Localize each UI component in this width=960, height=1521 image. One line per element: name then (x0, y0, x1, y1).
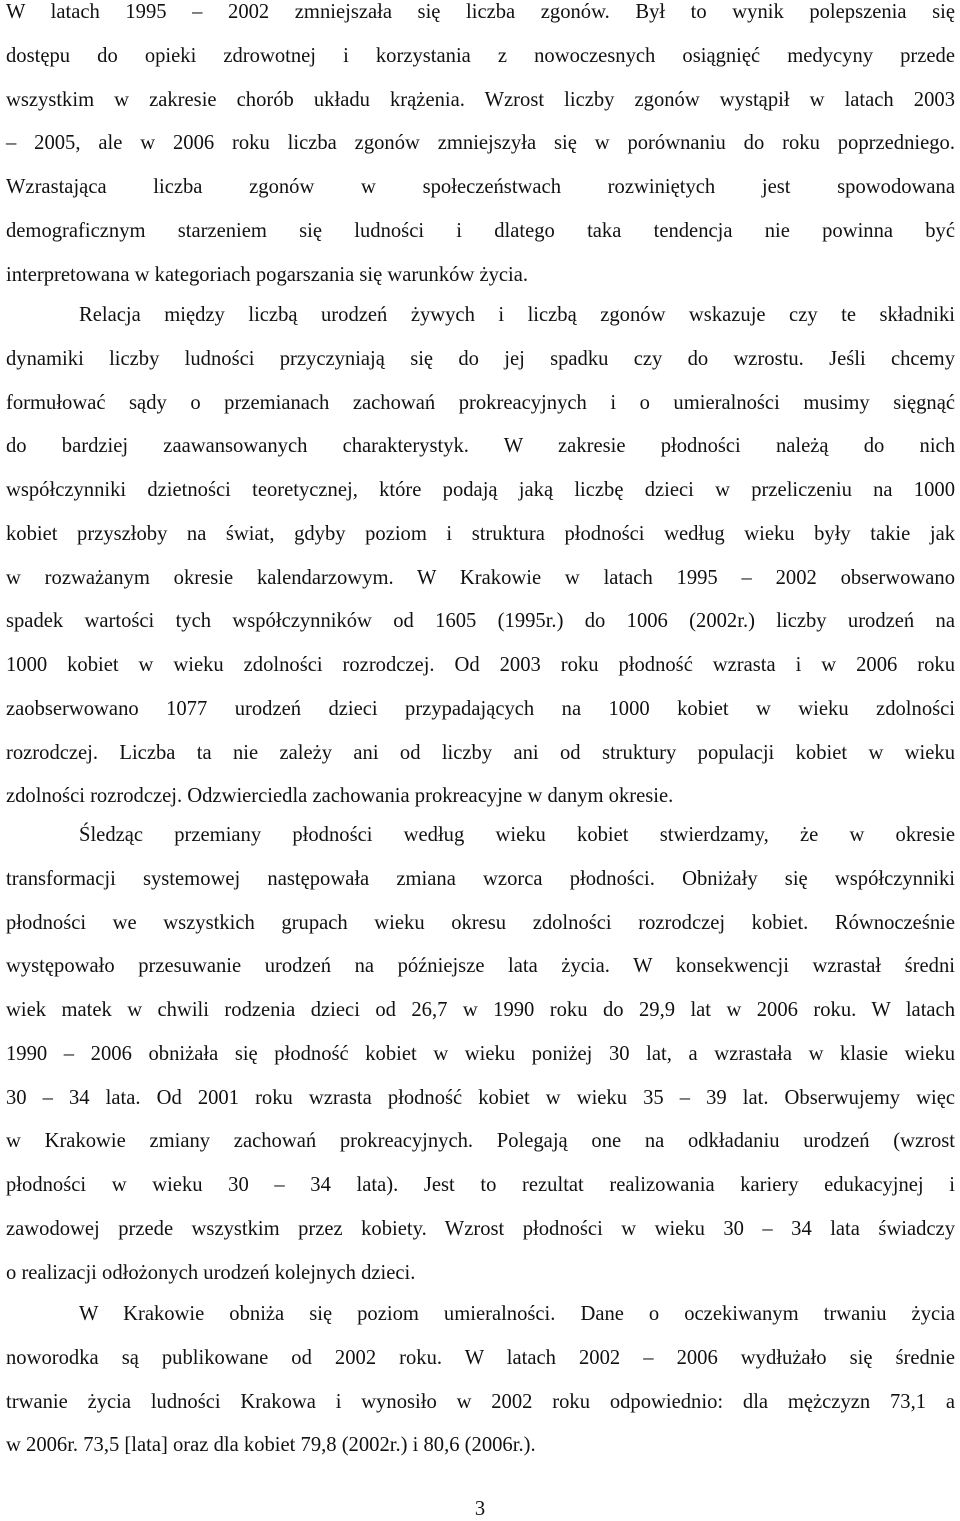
text-line: zdolności rozrodczej. Odzwierciedla zachowania prokreacyjne w danym okresie. (6, 785, 674, 808)
paragraph-births-and-fertility (6, 294, 955, 819)
text-line: demograficznym starzeniem się ludności i dlatego taka tendencja nie powinna być (6, 219, 955, 242)
text-line: zawodowej przede wszystkim przez kobiety. Wzrost płodności w wieku 30 – 34 lata świadczy (6, 1217, 955, 1240)
text-line: występowało przesuwanie urodzeń na późniejsze lata życia. W konsekwencji wzrastał średni (6, 955, 955, 978)
text-line: noworodka są publikowane od 2002 roku. W latach 2002 – 2006 wydłużało się średnie (6, 1346, 955, 1369)
text-line: spadek wartości tych współczynników od 1605 (1995r.) do 1006 (2002r.) liczby urodzeń na (6, 610, 955, 633)
text-line: w rozważanym okresie kalendarzowym. W Krakowie w latach 1995 – 2002 obserwowano (6, 566, 955, 589)
text-line: 30 – 34 lata. Od 2001 roku wzrasta płodność kobiet w wieku 35 – 39 lat. Obserwujemy więc (6, 1086, 955, 1109)
text-line: formułować sądy o przemianach zachowań prokreacyjnych i o umieralności musimy sięgnąć (6, 391, 955, 414)
paragraph-fertility-by-age (6, 814, 955, 1295)
text-line: w Krakowie zmiany zachowań prokreacyjnych. Polegają one na odkładaniu urodzeń (wzrost (6, 1130, 955, 1153)
text-line: płodności we wszystkich grupach wieku okresu zdolności rozrodczej kobiet. Równocześnie (6, 911, 955, 934)
text-line: transformacji systemowej następowała zmiana wzorca płodności. Obniżały się współczynniki (6, 867, 955, 890)
text-line: rozrodczej. Liczba ta nie zależy ani od liczby ani od struktury populacji kobiet w wieku (6, 741, 955, 764)
text-line: Śledząc przemiany płodności według wieku kobiet stwierdzamy, że w okresie (79, 824, 955, 846)
text-line: zaobserwowano 1077 urodzeń dzieci przypadających na 1000 kobiet w wieku zdolności (6, 697, 955, 720)
text-line: w 2006r. 73,5 [lata] oraz dla kobiet 79,8 (2002r.) i 80,6 (2006r.). (6, 1434, 536, 1457)
text-line: współczynniki dzietności teoretycznej, które podają jaką liczbę dzieci w przeliczeniu na 1000 (6, 479, 955, 501)
text-line: interpretowana w kategoriach pogarszania się warunków życia. (6, 263, 529, 286)
text-line: Relacja między liczbą urodzeń żywych i liczbą zgonów wskazuje czy te składniki (79, 304, 955, 326)
text-line: 1000 kobiet w wieku zdolności rozrodczej. Od 2003 roku płodność wzrasta i w 2006 roku (6, 654, 955, 676)
text-line: płodności w wieku 30 – 34 lata). Jest to rezultat realizowania kariery edukacyjnej i (6, 1174, 955, 1196)
text-line: o realizacji odłożonych urodzeń kolejnych dzieci. (6, 1261, 416, 1284)
text-line: dostępu do opieki zdrowotnej i korzystania z nowoczesnych osiągnięć medycyny przede (6, 44, 955, 67)
text-line: W latach 1995 – 2002 zmniejszała się liczba zgonów. Był to wynik polepszenia się (6, 1, 955, 23)
paragraph-life-expectancy (6, 1293, 955, 1468)
text-line: W Krakowie obniża się poziom umieralności. Dane o oczekiwanym trwaniu życia (79, 1303, 955, 1325)
page-number: 3 (474, 1498, 486, 1520)
text-line: Wzrastająca liczba zgonów w społeczeństwach rozwiniętych jest spowodowana (6, 176, 955, 198)
text-line: kobiet przyszłoby na świat, gdyby poziom i struktura płodności według wieku były takie jak (6, 522, 955, 545)
text-line: wiek matek w chwili rodzenia dzieci od 26,7 w 1990 roku do 29,9 lat w 2006 roku. W latach (6, 999, 955, 1021)
text-line: wszystkim w zakresie chorób układu krążenia. Wzrost liczby zgonów wystąpił w latach 2003 (6, 88, 955, 111)
text-line: trwanie życia ludności Krakowa i wynosiło w 2002 roku odpowiednio: dla mężczyzn 73,1 a (6, 1390, 955, 1413)
text-line: dynamiki liczby ludności przyczyniają się do jej spadku czy do wzrostu. Jeśli chcemy (6, 347, 955, 370)
text-line: do bardziej zaawansowanych charakterystyk. W zakresie płodności należą do nich (6, 435, 955, 458)
paragraph-mortality-trend (6, 0, 955, 297)
text-line: 1990 – 2006 obniżała się płodność kobiet w wieku poniżej 30 lat, a wzrastała w klasie wieku (6, 1042, 955, 1065)
text-line: – 2005, ale w 2006 roku liczba zgonów zmniejszyła się w porównaniu do roku poprzedniego. (6, 132, 955, 155)
